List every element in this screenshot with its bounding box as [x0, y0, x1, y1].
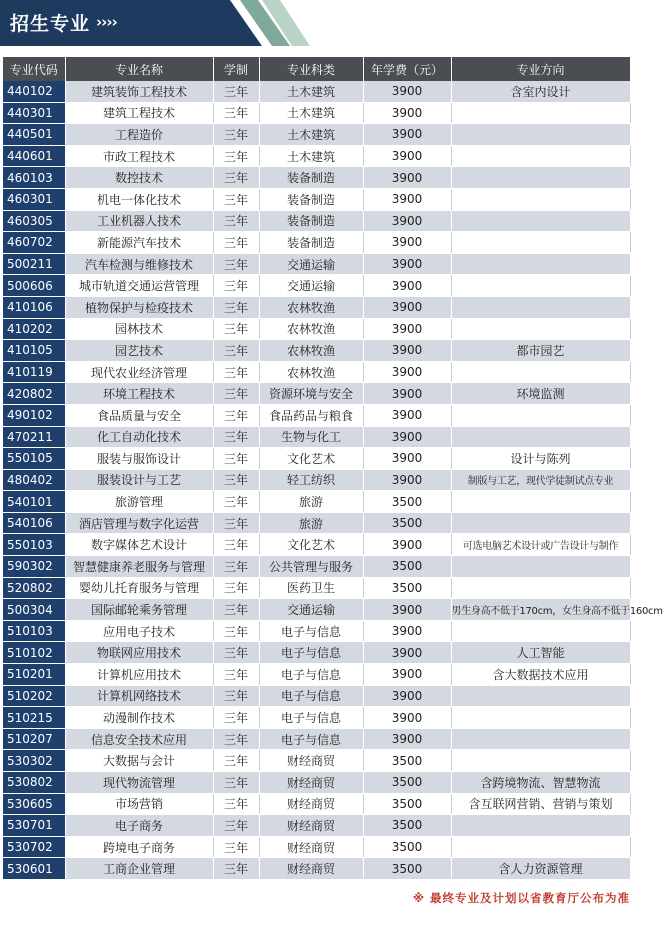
cell-code: 410119	[3, 361, 65, 383]
cell-name: 新能源汽车技术	[65, 232, 213, 254]
cell-duration: 三年	[213, 556, 259, 578]
table-row	[3, 599, 630, 621]
header-code: 专业代码	[3, 57, 65, 81]
cell-duration: 三年	[213, 448, 259, 470]
table-row	[3, 340, 630, 362]
cell-tuition: 3900	[363, 664, 451, 686]
cell-duration: 三年	[213, 512, 259, 534]
cell-direction: 含人力资源管理	[451, 858, 630, 880]
cell-direction	[451, 836, 630, 858]
banner-title: 招生专业	[10, 13, 91, 35]
cell-code: 470211	[3, 426, 65, 448]
cell-tuition: 3900	[363, 102, 451, 124]
cell-category: 农林牧渔	[259, 296, 363, 318]
cell-name: 市场营销	[65, 793, 213, 815]
cell-tuition: 3900	[363, 210, 451, 232]
cell-direction: 人工智能	[451, 642, 630, 664]
cell-code: 440601	[3, 145, 65, 167]
cell-code: 530701	[3, 815, 65, 837]
cell-name: 酒店管理与数字化运营	[65, 512, 213, 534]
cell-code: 530605	[3, 793, 65, 815]
table-row	[3, 491, 630, 513]
table-row	[3, 836, 630, 858]
cell-name: 计算机网络技术	[65, 685, 213, 707]
cell-duration: 三年	[213, 772, 259, 794]
table-row	[3, 232, 630, 254]
cell-category: 农林牧渔	[259, 318, 363, 340]
cell-name: 市政工程技术	[65, 145, 213, 167]
cell-tuition: 3900	[363, 361, 451, 383]
cell-name: 现代农业经济管理	[65, 361, 213, 383]
cell-name: 汽车检测与维修技术	[65, 253, 213, 275]
cell-direction: 制版与工艺，现代学徒制试点专业	[451, 469, 630, 491]
table-row	[3, 772, 630, 794]
cell-duration: 三年	[213, 188, 259, 210]
footnote: ※ 最终专业及计划以省教育厅公布为准	[412, 891, 630, 905]
cell-tuition: 3900	[363, 426, 451, 448]
cell-duration: 三年	[213, 145, 259, 167]
cell-tuition: 3900	[363, 599, 451, 621]
cell-category: 电子与信息	[259, 685, 363, 707]
cell-code: 460301	[3, 188, 65, 210]
cell-category: 装备制造	[259, 188, 363, 210]
cell-name: 智慧健康养老服务与管理	[65, 556, 213, 578]
cell-category: 交通运输	[259, 599, 363, 621]
cell-category: 土木建筑	[259, 145, 363, 167]
cell-duration: 三年	[213, 167, 259, 189]
cell-code: 510207	[3, 728, 65, 750]
cell-duration: 三年	[213, 750, 259, 772]
cell-duration: 三年	[213, 296, 259, 318]
cell-name: 食品质量与安全	[65, 404, 213, 426]
major-table	[3, 57, 663, 880]
cell-name: 城市轨道交通运营管理	[65, 275, 213, 297]
cell-duration: 三年	[213, 577, 259, 599]
table-row	[3, 426, 630, 448]
table-row	[3, 620, 630, 642]
cell-category: 旅游	[259, 512, 363, 534]
cell-tuition: 3900	[363, 124, 451, 146]
cell-tuition: 3900	[363, 642, 451, 664]
cell-direction	[451, 188, 630, 210]
cell-code: 530302	[3, 750, 65, 772]
cell-name: 环境工程技术	[65, 383, 213, 405]
cell-tuition: 3900	[363, 318, 451, 340]
cell-category: 旅游	[259, 491, 363, 513]
cell-duration: 三年	[213, 685, 259, 707]
cell-direction	[451, 253, 630, 275]
cell-name: 数控技术	[65, 167, 213, 189]
cell-direction	[451, 102, 630, 124]
cell-tuition: 3900	[363, 383, 451, 405]
cell-direction	[451, 750, 630, 772]
cell-direction	[451, 512, 630, 534]
cell-category: 电子与信息	[259, 707, 363, 729]
cell-name: 数字媒体艺术设计	[65, 534, 213, 556]
cell-category: 电子与信息	[259, 642, 363, 664]
cell-tuition: 3500	[363, 556, 451, 578]
table-row	[3, 253, 630, 275]
header-tuition: 年学费（元）	[363, 57, 451, 81]
table-row	[3, 102, 630, 124]
header-direction: 专业方向	[451, 57, 630, 81]
cell-tuition: 3900	[363, 253, 451, 275]
header-duration: 学制	[213, 57, 259, 81]
cell-duration: 三年	[213, 275, 259, 297]
table-row	[3, 404, 630, 426]
cell-direction	[451, 404, 630, 426]
cell-code: 540101	[3, 491, 65, 513]
cell-category: 财经商贸	[259, 836, 363, 858]
cell-tuition: 3900	[363, 145, 451, 167]
table-row	[3, 577, 630, 599]
cell-code: 520802	[3, 577, 65, 599]
cell-category: 财经商贸	[259, 858, 363, 880]
cell-category: 土木建筑	[259, 81, 363, 102]
cell-duration: 三年	[213, 815, 259, 837]
header-category: 专业科类	[259, 57, 363, 81]
cell-category: 装备制造	[259, 210, 363, 232]
table-row	[3, 707, 630, 729]
table-row	[3, 685, 630, 707]
cell-duration: 三年	[213, 253, 259, 275]
cell-category: 土木建筑	[259, 102, 363, 124]
cell-code: 510201	[3, 664, 65, 686]
cell-code: 510103	[3, 620, 65, 642]
cell-direction	[451, 577, 630, 599]
cell-category: 文化艺术	[259, 534, 363, 556]
cell-tuition: 3500	[363, 793, 451, 815]
cell-direction	[451, 318, 630, 340]
cell-name: 园艺技术	[65, 340, 213, 362]
cell-category: 电子与信息	[259, 728, 363, 750]
cell-name: 动漫制作技术	[65, 707, 213, 729]
cell-category: 财经商贸	[259, 750, 363, 772]
cell-category: 交通运输	[259, 253, 363, 275]
cell-direction: 设计与陈列	[451, 448, 630, 470]
table-row	[3, 750, 630, 772]
table-row	[3, 664, 630, 686]
cell-name: 计算机应用技术	[65, 664, 213, 686]
table-row	[3, 728, 630, 750]
cell-category: 交通运输	[259, 275, 363, 297]
cell-code: 480402	[3, 469, 65, 491]
cell-category: 轻工纺织	[259, 469, 363, 491]
cell-duration: 三年	[213, 361, 259, 383]
cell-code: 510102	[3, 642, 65, 664]
cell-duration: 三年	[213, 210, 259, 232]
cell-name: 现代物流管理	[65, 772, 213, 794]
cell-category: 资源环境与安全	[259, 383, 363, 405]
table-row	[3, 469, 630, 491]
cell-code: 490102	[3, 404, 65, 426]
cell-code: 500211	[3, 253, 65, 275]
header-name: 专业名称	[65, 57, 213, 81]
cell-name: 国际邮轮乘务管理	[65, 599, 213, 621]
cell-direction	[451, 232, 630, 254]
cell-direction	[451, 728, 630, 750]
cell-direction	[451, 491, 630, 513]
table-row	[3, 858, 630, 880]
cell-tuition: 3900	[363, 275, 451, 297]
cell-tuition: 3900	[363, 469, 451, 491]
cell-direction	[451, 426, 630, 448]
cell-tuition: 3900	[363, 340, 451, 362]
cell-tuition: 3900	[363, 620, 451, 642]
cell-direction: 男生身高不低于170cm，女生身高不低于160cm	[451, 599, 630, 621]
cell-name: 建筑装饰工程技术	[65, 81, 213, 102]
banner-arrows-icon: ››››	[96, 13, 117, 31]
cell-duration: 三年	[213, 642, 259, 664]
cell-tuition: 3500	[363, 836, 451, 858]
cell-category: 公共管理与服务	[259, 556, 363, 578]
cell-code: 500606	[3, 275, 65, 297]
cell-category: 土木建筑	[259, 124, 363, 146]
cell-name: 工业机器人技术	[65, 210, 213, 232]
cell-code: 460103	[3, 167, 65, 189]
cell-duration: 三年	[213, 836, 259, 858]
cell-name: 旅游管理	[65, 491, 213, 513]
cell-duration: 三年	[213, 707, 259, 729]
cell-duration: 三年	[213, 664, 259, 686]
cell-tuition: 3900	[363, 167, 451, 189]
cell-code: 420802	[3, 383, 65, 405]
cell-tuition: 3500	[363, 858, 451, 880]
cell-category: 农林牧渔	[259, 340, 363, 362]
table-row	[3, 534, 630, 556]
cell-category: 医药卫生	[259, 577, 363, 599]
cell-code: 440301	[3, 102, 65, 124]
cell-category: 财经商贸	[259, 815, 363, 837]
cell-direction: 含室内设计	[451, 81, 630, 102]
cell-tuition: 3900	[363, 296, 451, 318]
cell-tuition: 3900	[363, 707, 451, 729]
cell-duration: 三年	[213, 728, 259, 750]
cell-category: 电子与信息	[259, 620, 363, 642]
table-row	[3, 81, 630, 102]
cell-category: 装备制造	[259, 167, 363, 189]
cell-name: 婴幼儿托育服务与管理	[65, 577, 213, 599]
cell-name: 应用电子技术	[65, 620, 213, 642]
cell-tuition: 3500	[363, 815, 451, 837]
cell-duration: 三年	[213, 340, 259, 362]
cell-direction: 含互联网营销、营销与策划	[451, 793, 630, 815]
cell-name: 园林技术	[65, 318, 213, 340]
cell-code: 590302	[3, 556, 65, 578]
cell-direction	[451, 296, 630, 318]
cell-direction	[451, 124, 630, 146]
cell-category: 电子与信息	[259, 664, 363, 686]
table-row	[3, 642, 630, 664]
cell-name: 服装设计与工艺	[65, 469, 213, 491]
table-body	[3, 81, 663, 879]
table-row	[3, 188, 630, 210]
cell-code: 550103	[3, 534, 65, 556]
cell-direction	[451, 556, 630, 578]
cell-tuition: 3900	[363, 188, 451, 210]
cell-duration: 三年	[213, 469, 259, 491]
cell-code: 550105	[3, 448, 65, 470]
cell-category: 生物与化工	[259, 426, 363, 448]
cell-direction	[451, 361, 630, 383]
cell-code: 540106	[3, 512, 65, 534]
cell-tuition: 3900	[363, 728, 451, 750]
section-banner	[0, 0, 310, 46]
cell-name: 大数据与会计	[65, 750, 213, 772]
table-row	[3, 210, 630, 232]
table-row	[3, 361, 630, 383]
cell-duration: 三年	[213, 491, 259, 513]
cell-direction	[451, 210, 630, 232]
table-row	[3, 793, 630, 815]
cell-duration: 三年	[213, 404, 259, 426]
cell-duration: 三年	[213, 426, 259, 448]
table-row	[3, 815, 630, 837]
cell-tuition: 3500	[363, 750, 451, 772]
cell-tuition: 3500	[363, 491, 451, 513]
cell-code: 440102	[3, 81, 65, 102]
table-row	[3, 383, 630, 405]
cell-duration: 三年	[213, 124, 259, 146]
cell-code: 410105	[3, 340, 65, 362]
cell-name: 电子商务	[65, 815, 213, 837]
cell-tuition: 3900	[363, 404, 451, 426]
cell-category: 农林牧渔	[259, 361, 363, 383]
cell-name: 信息安全技术应用	[65, 728, 213, 750]
cell-tuition: 3900	[363, 232, 451, 254]
cell-direction	[451, 620, 630, 642]
cell-duration: 三年	[213, 318, 259, 340]
cell-direction	[451, 685, 630, 707]
cell-duration: 三年	[213, 534, 259, 556]
cell-category: 食品药品与粮食	[259, 404, 363, 426]
cell-name: 机电一体化技术	[65, 188, 213, 210]
cell-tuition: 3500	[363, 772, 451, 794]
cell-tuition: 3900	[363, 685, 451, 707]
cell-category: 财经商贸	[259, 772, 363, 794]
cell-code: 410106	[3, 296, 65, 318]
cell-tuition: 3500	[363, 512, 451, 534]
cell-duration: 三年	[213, 81, 259, 102]
table-row	[3, 448, 630, 470]
cell-name: 工程造价	[65, 124, 213, 146]
cell-tuition: 3900	[363, 81, 451, 102]
cell-direction: 含大数据技术应用	[451, 664, 630, 686]
cell-direction: 含跨境物流、智慧物流	[451, 772, 630, 794]
table-row	[3, 556, 630, 578]
cell-duration: 三年	[213, 232, 259, 254]
table-row	[3, 275, 630, 297]
cell-category: 文化艺术	[259, 448, 363, 470]
cell-name: 服装与服饰设计	[65, 448, 213, 470]
table-row	[3, 512, 630, 534]
cell-direction: 环境监测	[451, 383, 630, 405]
cell-direction: 都市园艺	[451, 340, 630, 362]
cell-category: 装备制造	[259, 232, 363, 254]
cell-duration: 三年	[213, 599, 259, 621]
cell-name: 建筑工程技术	[65, 102, 213, 124]
cell-duration: 三年	[213, 383, 259, 405]
cell-name: 物联网应用技术	[65, 642, 213, 664]
cell-name: 跨境电子商务	[65, 836, 213, 858]
cell-code: 460305	[3, 210, 65, 232]
cell-name: 化工自动化技术	[65, 426, 213, 448]
cell-duration: 三年	[213, 102, 259, 124]
cell-code: 510202	[3, 685, 65, 707]
cell-category: 财经商贸	[259, 793, 363, 815]
cell-code: 530802	[3, 772, 65, 794]
cell-code: 510215	[3, 707, 65, 729]
table-row	[3, 167, 630, 189]
table-header-row	[3, 57, 630, 81]
cell-name: 工商企业管理	[65, 858, 213, 880]
cell-tuition: 3900	[363, 448, 451, 470]
table-row	[3, 296, 630, 318]
table-row	[3, 318, 630, 340]
cell-direction	[451, 275, 630, 297]
cell-duration: 三年	[213, 793, 259, 815]
cell-code: 440501	[3, 124, 65, 146]
cell-code: 500304	[3, 599, 65, 621]
cell-name: 植物保护与检疫技术	[65, 296, 213, 318]
cell-code: 530601	[3, 858, 65, 880]
cell-code: 410202	[3, 318, 65, 340]
cell-direction	[451, 145, 630, 167]
cell-duration: 三年	[213, 858, 259, 880]
cell-code: 530702	[3, 836, 65, 858]
cell-direction	[451, 815, 630, 837]
cell-direction: 可选电脑艺术设计或广告设计与制作	[451, 534, 630, 556]
cell-code: 460702	[3, 232, 65, 254]
table-row	[3, 145, 630, 167]
cell-direction	[451, 167, 630, 189]
cell-tuition: 3500	[363, 577, 451, 599]
cell-duration: 三年	[213, 620, 259, 642]
table-row	[3, 124, 630, 146]
cell-tuition: 3900	[363, 534, 451, 556]
cell-direction	[451, 707, 630, 729]
